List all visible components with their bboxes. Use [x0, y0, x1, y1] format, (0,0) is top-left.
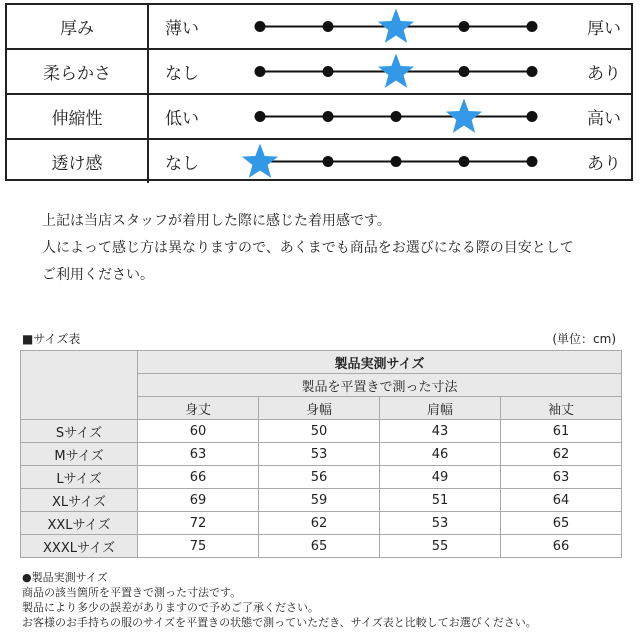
table-corner-cell	[21, 351, 138, 420]
measurement-cell: 65	[259, 535, 380, 558]
feel-label: 柔らかさ	[7, 50, 149, 93]
feel-scale	[232, 50, 552, 93]
measurement-cell: 75	[138, 535, 259, 558]
scale-dot	[459, 156, 470, 167]
measurement-cell: 66	[501, 535, 622, 558]
notes-line: 商品の該当箇所を平置きで測った寸法です。	[22, 586, 242, 599]
feel-low-label: 薄い	[165, 19, 199, 39]
measurement-cell: 72	[138, 512, 259, 535]
measurement-cell: 53	[380, 512, 501, 535]
size-table-title: ■サイズ表	[22, 332, 81, 346]
note-line: ご利用ください。	[42, 267, 154, 283]
scale-dot	[323, 111, 334, 122]
measurement-cell: 50	[259, 420, 380, 443]
measurement-cell: 65	[501, 512, 622, 535]
column-header: 身幅	[259, 397, 380, 420]
measurement-cell: 60	[138, 420, 259, 443]
feel-row-thickness	[7, 5, 631, 48]
size-name-cell: XLサイズ	[21, 489, 138, 512]
scale-dot	[527, 66, 538, 77]
measurement-cell: 53	[259, 443, 380, 466]
column-header: 肩幅	[380, 397, 501, 420]
measurement-cell: 62	[259, 512, 380, 535]
scale-dot	[323, 66, 334, 77]
measurement-cell: 66	[138, 466, 259, 489]
scale-dot	[323, 156, 334, 167]
feel-high-label: 厚い	[587, 19, 621, 39]
feel-grid	[5, 3, 633, 181]
measurement-cell: 56	[259, 466, 380, 489]
table-row	[21, 535, 622, 558]
table-header-main: 製品実測サイズ	[138, 351, 622, 374]
table-header-sub: 製品を平置きで測った寸法	[138, 374, 622, 397]
size-notes	[22, 570, 632, 630]
scale-dot	[459, 21, 470, 32]
feel-row-stretch	[7, 93, 631, 138]
rating-star-icon	[378, 54, 414, 88]
feel-high-label: 高い	[587, 109, 621, 129]
rating-star-icon	[378, 9, 414, 43]
size-table	[20, 350, 622, 558]
table-row	[21, 443, 622, 466]
feel-scale	[232, 140, 552, 183]
table-row	[21, 512, 622, 535]
measurement-cell: 59	[259, 489, 380, 512]
scale-dot	[527, 156, 538, 167]
scale-dot	[391, 156, 402, 167]
wear-feel-note	[42, 208, 622, 289]
feel-high-label: あり	[587, 64, 621, 84]
table-row	[21, 489, 622, 512]
table-row	[21, 420, 622, 443]
feel-scale	[232, 5, 552, 48]
feel-row-softness	[7, 48, 631, 93]
feel-low-label: 低い	[165, 109, 199, 129]
measurement-cell: 64	[501, 489, 622, 512]
notes-heading: ●製品実測サイズ	[22, 571, 108, 584]
size-table-unit: (単位：cm)	[552, 332, 616, 346]
measurement-cell: 63	[501, 466, 622, 489]
measurement-cell: 51	[380, 489, 501, 512]
column-header: 袖丈	[501, 397, 622, 420]
scale-dot	[255, 21, 266, 32]
feel-high-label: あり	[587, 154, 621, 174]
feel-low-label: なし	[165, 154, 199, 174]
feel-scale	[232, 95, 552, 138]
scale-dot	[391, 111, 402, 122]
measurement-cell: 61	[501, 420, 622, 443]
rating-star-icon	[242, 144, 278, 178]
notes-line: 製品により多少の誤差がありますので予めご了承ください。	[22, 601, 319, 614]
measurement-cell: 62	[501, 443, 622, 466]
measurement-cell: 46	[380, 443, 501, 466]
feel-label: 厚み	[7, 5, 149, 48]
notes-line: お客様のお手持ちの服のサイズを平置きの状態で測っていただき、サイズ表と比較してお選びください。	[22, 616, 537, 629]
feel-label: 伸縮性	[7, 95, 149, 138]
feel-row-sheerness	[7, 138, 631, 183]
size-name-cell: Sサイズ	[21, 420, 138, 443]
note-line: 上記は当店スタッフが着用した際に感じた着用感です。	[42, 213, 391, 229]
size-name-cell: XXXLサイズ	[21, 535, 138, 558]
scale-dot	[255, 66, 266, 77]
measurement-cell: 55	[380, 535, 501, 558]
scale-dot	[255, 111, 266, 122]
measurement-cell: 43	[380, 420, 501, 443]
size-name-cell: Mサイズ	[21, 443, 138, 466]
measurement-cell: 49	[380, 466, 501, 489]
scale-dot	[459, 66, 470, 77]
rating-star-icon	[446, 99, 482, 133]
note-line: 人によって感じ方は異なりますので、あくまでも商品をお選びになる際の目安として	[42, 240, 574, 256]
size-name-cell: Lサイズ	[21, 466, 138, 489]
feel-low-label: なし	[165, 64, 199, 84]
measurement-cell: 63	[138, 443, 259, 466]
scale-dot	[527, 111, 538, 122]
feel-label: 透け感	[7, 140, 149, 183]
measurement-cell: 69	[138, 489, 259, 512]
size-table-body	[21, 420, 622, 558]
column-header: 身丈	[138, 397, 259, 420]
size-name-cell: XXLサイズ	[21, 512, 138, 535]
scale-dot	[527, 21, 538, 32]
table-row	[21, 466, 622, 489]
scale-dot	[323, 21, 334, 32]
